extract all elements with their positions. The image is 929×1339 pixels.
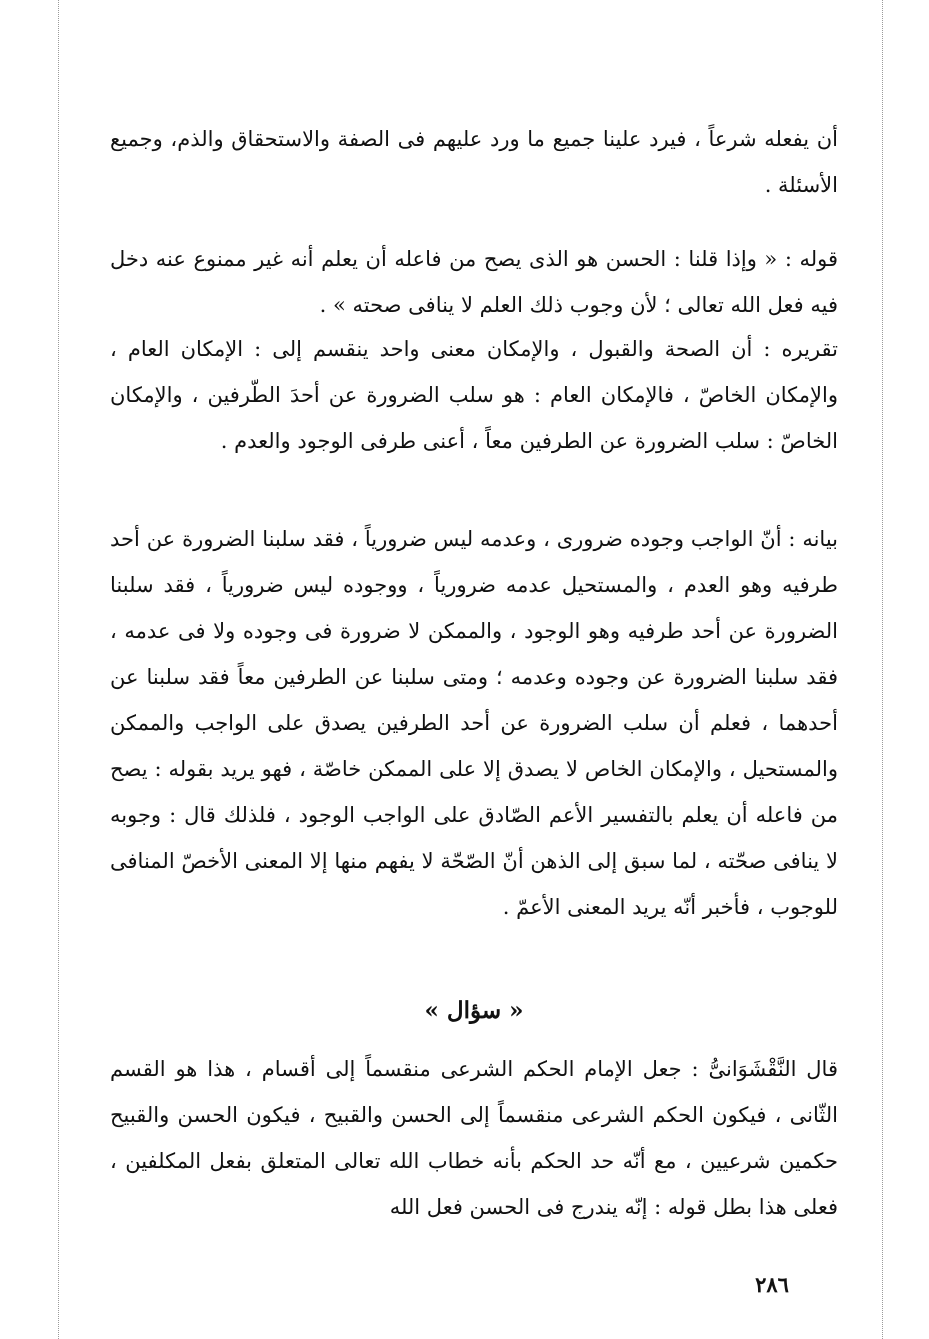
paragraph-continuation: أن يفعله شرعاً ، فيرد علينا جميع ما ورد عليهم فى الصفة والاستحقاق والذم، وجميع الأسئلة .: [110, 127, 838, 197]
page-number: ٢٨٦: [755, 1272, 789, 1297]
paragraph-quotation: قوله : « وإذا قلنا : الحسن هو الذى يصح من فاعله أن يعلم أنه غير ممنوع عنه دخل فيه فعل الله تعالى ؛ لأن وجوب ذلك العلم لا ينافى صحته » .: [110, 247, 838, 317]
scan-edge-right: [882, 0, 884, 1339]
scan-edge-left: [58, 0, 60, 1339]
paragraph-explanation: تقريره : أن الصحة والقبول ، والإمكان معنى واحد ينقسم إلى : الإمكان العام ، والإمكان الخاصّ ، فالإمكان العام : هو سلب الضرورة عن أحدَ الطّرفين ، والإمكان الخاصّ : سلب الضرورة عن الطرفين معاً ، أعنى طرفى الوجود والعدم .: [110, 337, 838, 453]
paragraph-clarification: بيانه : أنّ الواجب وجوده ضرورى ، وعدمه ليس ضرورياً ، فقد سلبنا الضرورة عن أحد طرفيه وهو العدم ، والمستحيل عدمه ضرورياً ، ووجوده ليس ضرورياً ، فقد سلبنا الضرورة عن أحد طرفيه وهو الوجود ، والممكن لا ضرورة فى وجوده ولا فى عدمه ، فقد سلبنا الضرورة عن وجوده وعدمه ؛ ومتى سلبنا عن الطرفين معاً فقد سلبنا عن أحدهما ، فعلم أن سلب الضرورة عن أحد الطرفين يصدق على الواجب والممكن والمستحيل ، والإمكان الخاص لا يصدق إلا على الممكن خاصّة ، فهو يريد بقوله : يصح من فاعله أن يعلم بالتفسير الأعم الصّادق على الواجب الوجود ، فلذلك قال : وجوبه لا ينافى صحّته ، لما سبق إلى الذهن أنّ الصّحّة لا يفهم منها إلا المعنى الأخصّ المنافى للوجوب ، فأخبر أنّه يريد المعنى الأعمّ .: [110, 527, 839, 919]
paragraph-question: قال النَّقْشَوَانىُّ : جعل الإمام الحكم الشرعى منقسماً إلى أقسام ، هذا هو القسم الثّانى ، فيكون الحكم الشرعى منقسماً إلى الحسن والقبيح ، فيكون الحسن والقبيح حكمين شرعيين ، مع أنّه حد الحكم بأنه خطاب الله تعالى المتعلق بفعل المكلفين ، فعلى هذا بطل قوله : إنّه يندرج فى الحسن فعل الله: [110, 1057, 838, 1219]
section-heading: « سؤال »: [424, 997, 524, 1024]
